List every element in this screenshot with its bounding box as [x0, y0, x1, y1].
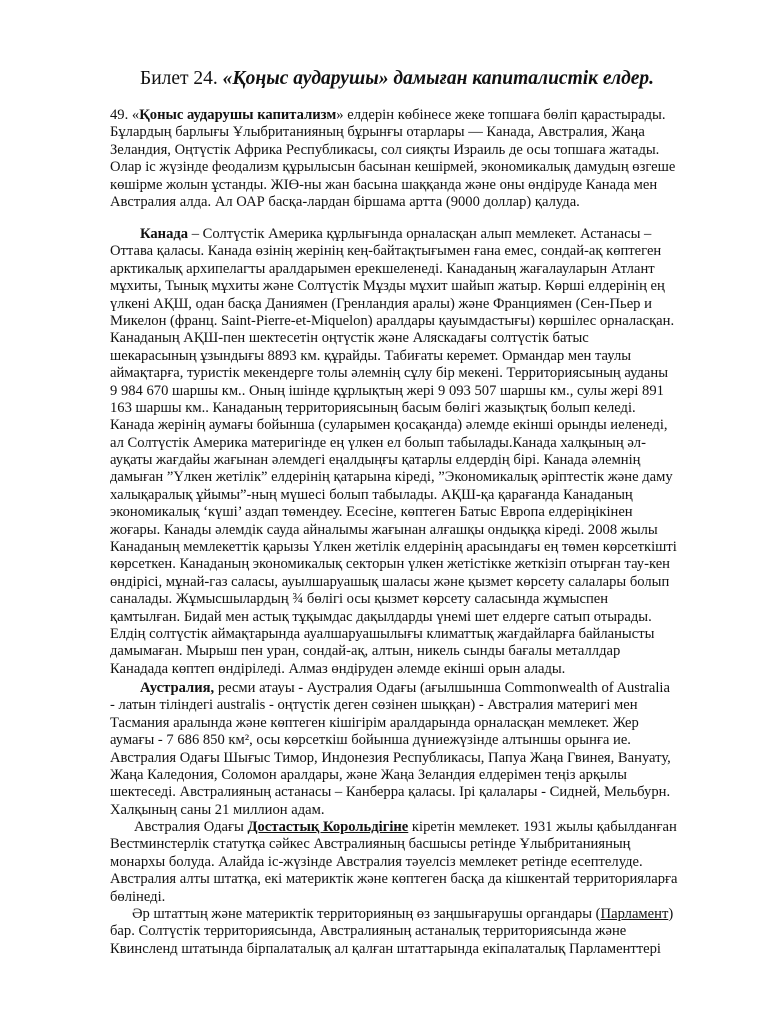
canada-line-1: Канада – Солтүстік Америка құрлығында орналасқан алып мемлекет. Астанасы – [140, 226, 652, 242]
canada-line: дамымаған. Мырыш пен уран, сондай-ақ, алтын, никель сынды бағалы металлдар [110, 643, 621, 660]
australia-line-1: Аустралия, ресми атауы - Аустралия Одағы (ағылшынша Commonwealth of Australia [140, 680, 670, 696]
canada-line: аймақтарға, туристік мекендерге толы әлемнің сұлу бір мекені. Территориясының ауданы [110, 365, 669, 382]
union-line: монархы болуда. Алайда іс-жүзінде Австралия тәуелсіз мемлекет ретінде есептелуде. [110, 853, 643, 870]
australia-line: Тасмания аралында және көптеген кішігірім аралдарында орналасқан мемлекет. Жер [110, 714, 639, 731]
p49-line: Бұлардың барлығы Ұлыбританияның бұрынғы отарлары — Канада, Австралия, Жаңа [110, 124, 645, 141]
canada-line: шекарасының ұзындығы 8893 км. құрайды. Табиғаты керемет. Ормандар мен таулы [110, 347, 632, 364]
p49-line: Зеландия, Оңтүстік Африка Республикасы, сол сияқты Израиль де осы топшаға жатады. [110, 141, 660, 158]
paragraph-australia [110, 680, 712, 819]
australia-line: - латын тіліндегі australis - оңтүстік деген сөзінен шыққан) - Австралия материгі мен [110, 697, 638, 714]
canada-line: арктикалық архипелагты аралдарымен ерекшеленеді. Канаданың жағалауларын Атлант [110, 260, 655, 277]
term-canada: Канада [140, 226, 189, 242]
canada-line: Канаданың мемлекеттік қарызы Үлкен жетілік елдерінің арасындағы ең төмен көрсеткішті [110, 539, 677, 556]
canada-line: 9 984 670 шаршы км.. Оның ішінде құрлықтың жері 9 093 507 шаршы км., сулы жері 891 [110, 382, 664, 399]
paragraph-union [110, 819, 712, 906]
canada-line: Канадада көптеп өндіріледі. Алмаз өндіруден әлемде екінші орын алады. [110, 660, 566, 677]
canada-line: ауқаты жағдайы жағынан әлемдегі еңалдыңғы қатарлы елдердің бірі. Канада әлемнің [110, 452, 641, 469]
union-line: бөлінеді. [110, 888, 166, 905]
canada-line: Оттава қаласы. Канада өзінің жерінің кең-байтақтығымен ғана емес, сондай-ақ көптеген [110, 243, 662, 260]
term-australia: Аустралия, [140, 680, 215, 696]
canada-line: экономикалық ‘күші’ аздап төмендеу. Есесіне, көптеген Батыс Европа елдеріңікінен [110, 504, 633, 521]
canada-line: мұхиты, Тынық мұхиты және Солтүстік Мұзды мұхит шайып жатыр. Көрші елдерінің ең [110, 278, 665, 295]
canada-line: халықаралық ұйымы”-ның мүшесі болып табылады. АҚШ-қа қарағанда Канаданың [110, 486, 633, 503]
canada-line: үлкені АҚШ, одан басқа Даниямен (Гренландия аралы) және Франциямен (Сен-Пьер и [110, 295, 652, 312]
states-line-1: Әр штаттың және материктік территорияның өз заңшығарушы органдары (Парламент) [132, 906, 674, 922]
commonwealth-link[interactable]: Достастық Корольдігіне [247, 819, 409, 835]
canada-line: қамтылған. Бидай мен астық тұқымдас дақылдарды үнемі шет елдерге сатып отырады. [110, 608, 652, 625]
canada-line: жоғары. Канады әлемдік сауда айналымы жағынан алғашқы ондыққа кіреді. 2008 жылы [110, 521, 658, 538]
canada-line: көрсеткен. Канаданың экономикалық секторын үлкен жетістікке жеткізіп отырған тау-кен [110, 556, 670, 573]
canada-line: Елдің солтүстік аймақтарында ауалшаруашылығы климаттық жағдайларға байланысты [110, 625, 655, 642]
australia-line: Халқының саны 21 миллион адам. [110, 801, 325, 818]
union-line-1: Австралия Одағы Достастық Корольдігіне кіретін мемлекет. 1931 жылы қабылданған [134, 819, 677, 835]
canada-line: Канаданың АҚШ-пен шектесетін оңтүстік және Аляскадағы солтүстік батыс [110, 330, 589, 347]
p49-line-1: 49. «Қоныс аударушы капитализм» елдерін көбінесе жеке топшаға бөліп қарастырады. [110, 107, 666, 123]
parliament-link[interactable]: Парламент [600, 906, 669, 922]
union-line: Австралия алты штатқа, екі материктік және көптеген басқа да кішкентай территорияларға [110, 871, 678, 888]
canada-line: 163 шаршы км.. Канаданың территориясының басым бөлігі жазықтық болып келеді. [110, 399, 636, 416]
canada-line: Микелон (франц. Saint-Pierre-et-Miquelon) аралдары қауымдастығы) көршілес орналасқан. [110, 312, 675, 329]
australia-line: шектеседі. Австралияның астанасы – Канберра қаласы. Ірі қалалары - Сидней, Мельбурн. [110, 784, 671, 801]
p49-line: Австралия алда. Ал ОАР басқа-лардан біршама артта (9000 доллар) қалуда. [110, 193, 580, 210]
canada-line: саналады. Жұмысшылардың ¾ бөлігі осы қызмет көрсету саласында жұмыспен [110, 591, 609, 608]
canada-line: Канада жерінің аумағы бойынша (суларымен қосақанда) әлемде екінші орынды иеленеді, [110, 417, 668, 434]
page-title [140, 66, 740, 92]
term-settler-capitalism: Қоныс аударушы капитализм [139, 107, 337, 123]
title-prefix: Билет 24. [140, 68, 223, 89]
title-emphasis: «Қоңыс аударушы» дамыған капиталистік елдер. [222, 68, 655, 89]
canada-line: ал Солтүстік Америка материгінде ең үлкен ел болып табылады.Канада халқының әл- [110, 434, 646, 451]
p49-line: Олар іс жүзінде феодализм құрылысын басынан кешірмей, экономикалық дамудың өзгеше [110, 159, 676, 176]
australia-line: Жаңа Каледония, Соломон аралдары, және Жаңа Зеландия елдерімен теңіз арқылы [110, 766, 627, 783]
australia-line: аумағы - 7 686 850 км², осы көрсеткіш бойынша дүниежүзінде алтыншы орынға ие. [110, 732, 631, 749]
australia-line: Австралия Одағы Шығыс Тимор, Индонезия Республикасы, Папуа Жаңа Гвинея, Вануату, [110, 749, 671, 766]
canada-line: дамыған ”Үлкен жетілік” елдерінің қатарына кіреді, ”Экономикалық әріптестік және даму [110, 469, 673, 486]
p49-line: көшірме жолын ұстанды. ЖІӨ-ны жан басына шаққанда және оны өндіруде Канада мен [110, 176, 658, 193]
paragraph-states [110, 906, 712, 958]
states-line: бар. Солтүстік территориясында, Австралияның астаналық территориясында және [110, 923, 627, 940]
canada-line: өндірісі, мұнай-газ саласы, ауылшаруашық шаласы және қызмет көрсету салалары болып [110, 573, 670, 590]
paragraph-canada [110, 226, 712, 678]
paragraph-49 [110, 107, 712, 211]
union-line: Вестминстерлік статутқа сәйкес Австралияның басшысы ретінде Ұлыбританияның [110, 836, 631, 853]
states-line: Квинсленд штатында бірпалаталық ал қалған штаттарында екіпалаталық Парламенттері [110, 940, 661, 957]
